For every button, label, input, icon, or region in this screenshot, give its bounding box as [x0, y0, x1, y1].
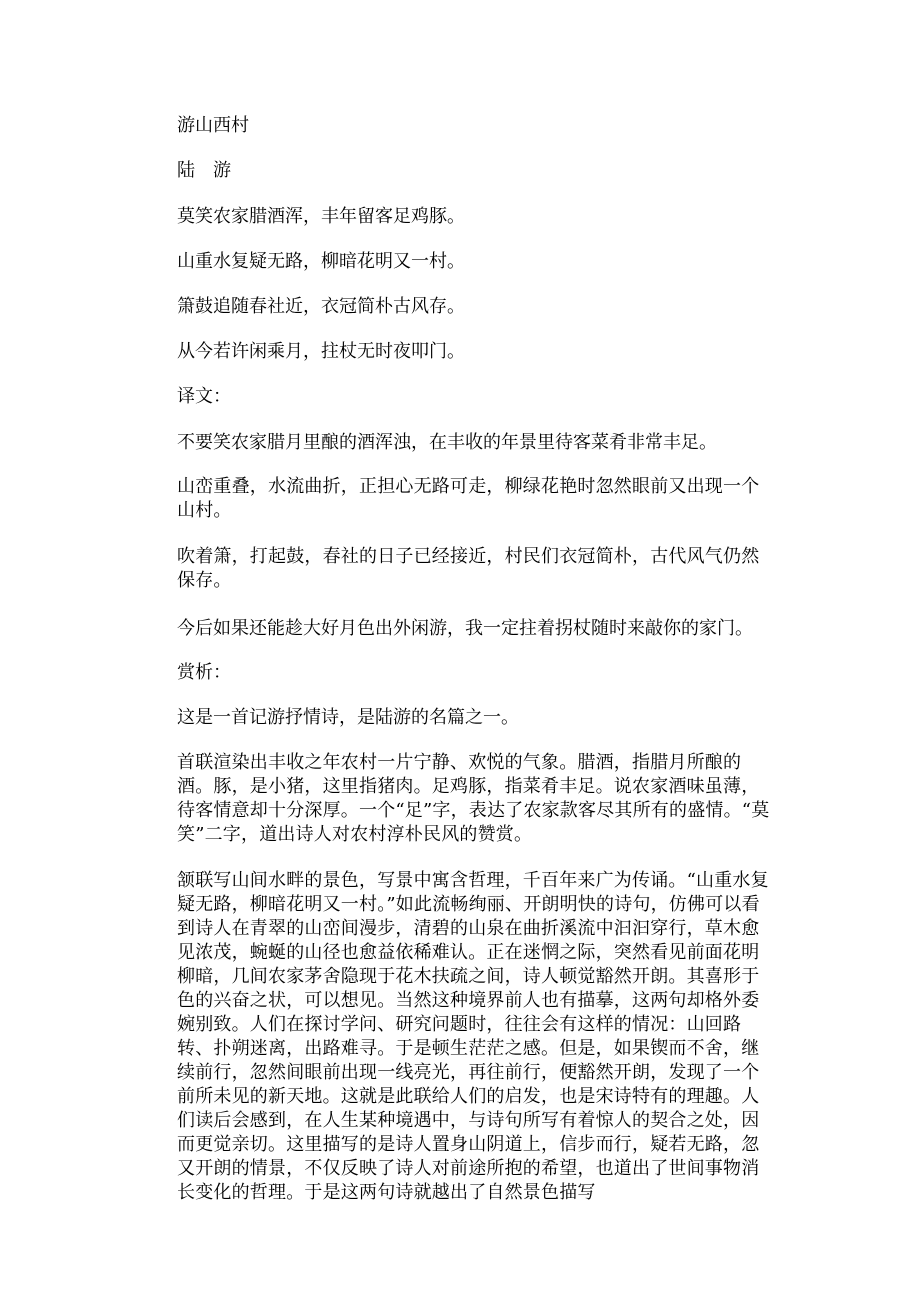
poem-line-2: 山重水复疑无路，柳暗花明又一村。 — [177, 251, 465, 272]
appreciation-paragraph-1: 首联渲染出丰收之年农村一片宁静、欢悦的气象。腊酒，指腊月所酿的酒。豚，是小猪，这里指猪肉。足鸡豚，指菜肴丰足。说农家酒味虽薄，待客情意却十分深厚。一个“足”字，表达了农家款客尽其所有的盛情。“莫笑”二字，道出诗人对农村淳朴民风的赞赏。 — [177, 752, 770, 845]
poem-title: 游山西村 — [177, 115, 249, 136]
poem-line-1: 莫笑农家腊酒浑，丰年留客足鸡豚。 — [177, 206, 465, 227]
translation-line-3: 吹着箫，打起鼓，春社的日子已经接近，村民们衣冠简朴，古代风气仍然保存。 — [177, 546, 760, 591]
appreciation-paragraph-2: 颔联写山间水畔的景色，写景中寓含哲理，千百年来广为传诵。“山重水复疑无路，柳暗花明又一村。”如此流畅绚丽、开朗明快的诗句，仿佛可以看到诗人在青翠的山峦间漫步，清碧的山泉在曲折溪流中汩汩穿行，草木愈见浓茂，蜿蜒的山径也愈益依稀难认。正在迷惘之际，突然看见前面花明柳暗，几间农家茅舍隐现于花木扶疏之间，诗人顿觉豁然开朗。其喜形于色的兴奋之状，可以想见。当然这种境界前人也有描摹，这两句却格外委婉别致。人们在探讨学问、研究问题时，往往会有这样的情况：山回路转、扑朔迷离，出路难寻。于是顿生茫茫之感。但是，如果锲而不舍，继续前行，忽然间眼前出现一线亮光，再往前行，便豁然开朗，发现了一个前所未见的新天地。这就是此联给人们的启发，也是宋诗特有的理趣。人们读后会感到，在人生某种境遇中，与诗句所写有着惊人的契合之处，因而更觉亲切。这里描写的是诗人置身山阴道上，信步而行，疑若无路，忽又开朗的情景，不仅反映了诗人对前途所抱的希望，也道出了世间事物消长变化的哲理。于是这两句诗就越出了自然景色描写 — [177, 870, 769, 1203]
poem-author: 陆 游 — [177, 160, 231, 181]
translation-line-4: 今后如果还能趁大好月色出外闲游，我一定拄着拐杖随时来敲你的家门。 — [177, 618, 753, 639]
appreciation-intro: 这是一首记游抒情诗，是陆游的名篇之一。 — [177, 707, 519, 728]
poem-line-3: 箫鼓追随春社近，衣冠简朴古风存。 — [177, 296, 465, 317]
translation-line-2: 山峦重叠，水流曲折，正担心无路可走，柳绿花艳时忽然眼前又出现一个山村。 — [177, 476, 760, 521]
translation-heading: 译文： — [177, 386, 231, 407]
poem-line-4: 从今若许闲乘月，拄杖无时夜叩门。 — [177, 341, 465, 362]
translation-line-1: 不要笑农家腊月里酿的酒浑浊，在丰收的年景里待客菜肴非常丰足。 — [177, 432, 717, 453]
appreciation-heading: 赏析： — [177, 662, 231, 683]
